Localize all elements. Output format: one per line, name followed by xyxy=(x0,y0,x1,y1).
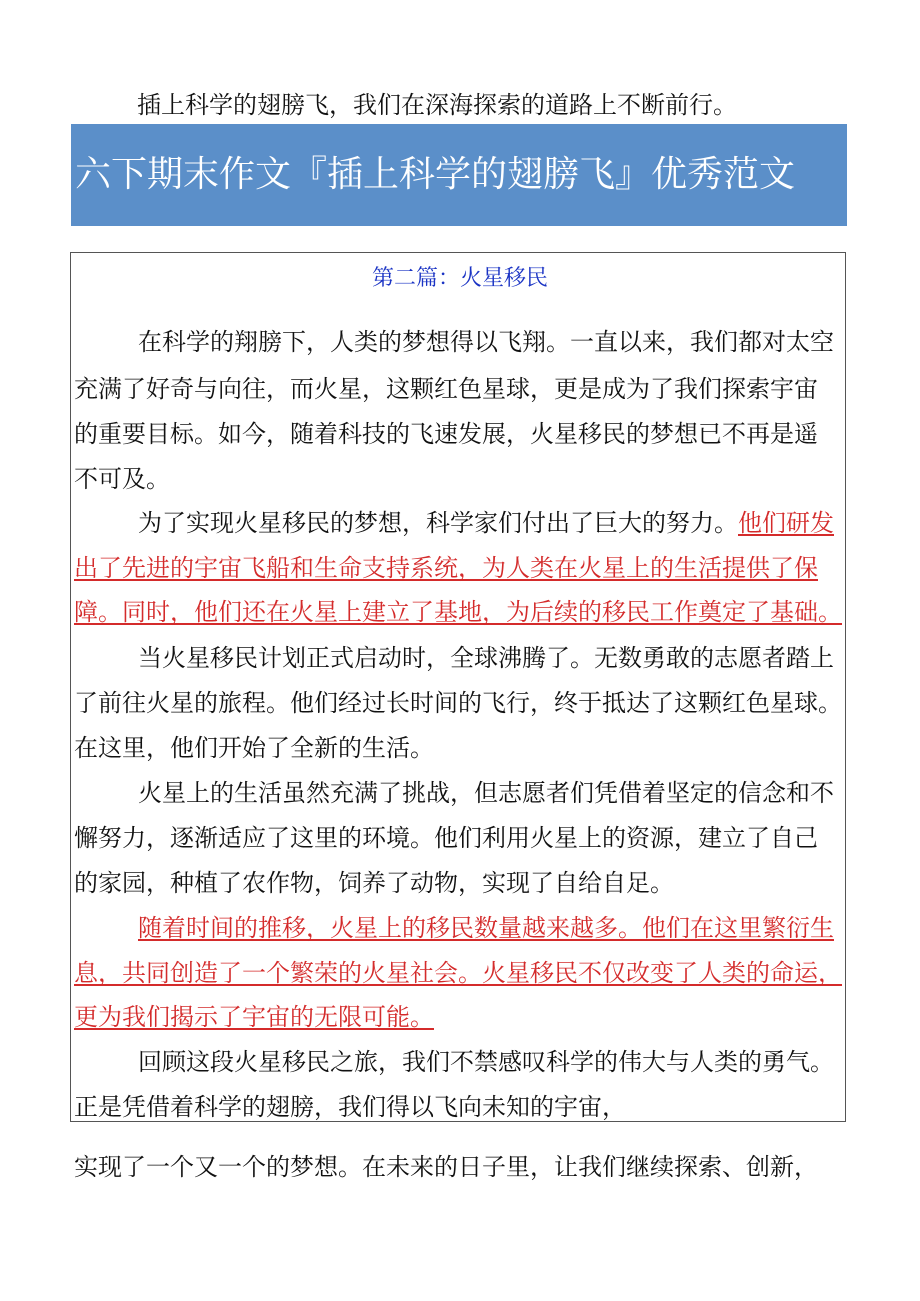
text-line: 在科学的翔膀下，人类的梦想得以飞翔。一直以来，我们都对太空 xyxy=(138,328,834,356)
title-banner xyxy=(71,124,847,226)
section-title: 第二篇：火星移民 xyxy=(371,266,548,291)
intro-line: 插上科学的翅膀飞，我们在深海探索的道路上不断前行。 xyxy=(137,91,737,119)
highlighted-text: 他们研发 xyxy=(738,509,834,537)
highlighted-line: 更为我们揭示了宇宙的无限可能。 xyxy=(74,1003,434,1031)
text-line xyxy=(138,508,834,538)
text-line: 充满了好奇与向往，而火星，这颗红色星球，更是成为了我们探索宇宙 xyxy=(74,375,818,403)
text-line: 懈努力，逐渐适应了这里的环境。他们利用火星上的资源，建立了自己 xyxy=(74,824,818,852)
page-title: 六下期末作文『插上科学的翅膀飞』优秀范文 xyxy=(75,154,796,195)
text-line: 在这里，他们开始了全新的生活。 xyxy=(74,734,434,762)
highlighted-line: 息，共同创造了一个繁荣的火星社会。火星移民不仅改变了人类的命运， xyxy=(74,959,842,987)
text-line: 的重要目标。如今，随着科技的飞速发展，火星移民的梦想已不再是遥 xyxy=(74,420,818,448)
text-line: 的家园，种植了农作物，饲养了动物，实现了自给自足。 xyxy=(74,869,674,897)
continuation-line: 实现了一个又一个的梦想。在未来的日子里，让我们继续探索、创新， xyxy=(74,1153,818,1181)
highlighted-line: 随着时间的推移，火星上的移民数量越来越多。他们在这里繁衍生 xyxy=(138,914,834,942)
text-line: 回顾这段火星移民之旅，我们不禁感叹科学的伟大与人类的勇气。 xyxy=(138,1048,834,1076)
text-line: 不可及。 xyxy=(74,465,170,493)
text-span: 为了实现火星移民的梦想，科学家们付出了巨大的努力。 xyxy=(138,509,738,537)
text-line: 了前往火星的旅程。他们经过长时间的飞行，终于抵达了这颗红色星球。 xyxy=(74,689,842,717)
highlighted-line: 出了先进的宇宙飞船和生命支持系统，为人类在火星上的生活提供了保 xyxy=(74,554,818,582)
text-line: 正是凭借着科学的翅膀，我们得以飞向未知的宇宙， xyxy=(74,1093,626,1121)
highlighted-line: 障。同时，他们还在火星上建立了基地，为后续的移民工作奠定了基础。 xyxy=(74,598,842,626)
text-line: 当火星移民计划正式启动时，全球沸腾了。无数勇敢的志愿者踏上 xyxy=(138,644,834,672)
text-line: 火星上的生活虽然充满了挑战，但志愿者们凭借着坚定的信念和不 xyxy=(138,779,834,807)
